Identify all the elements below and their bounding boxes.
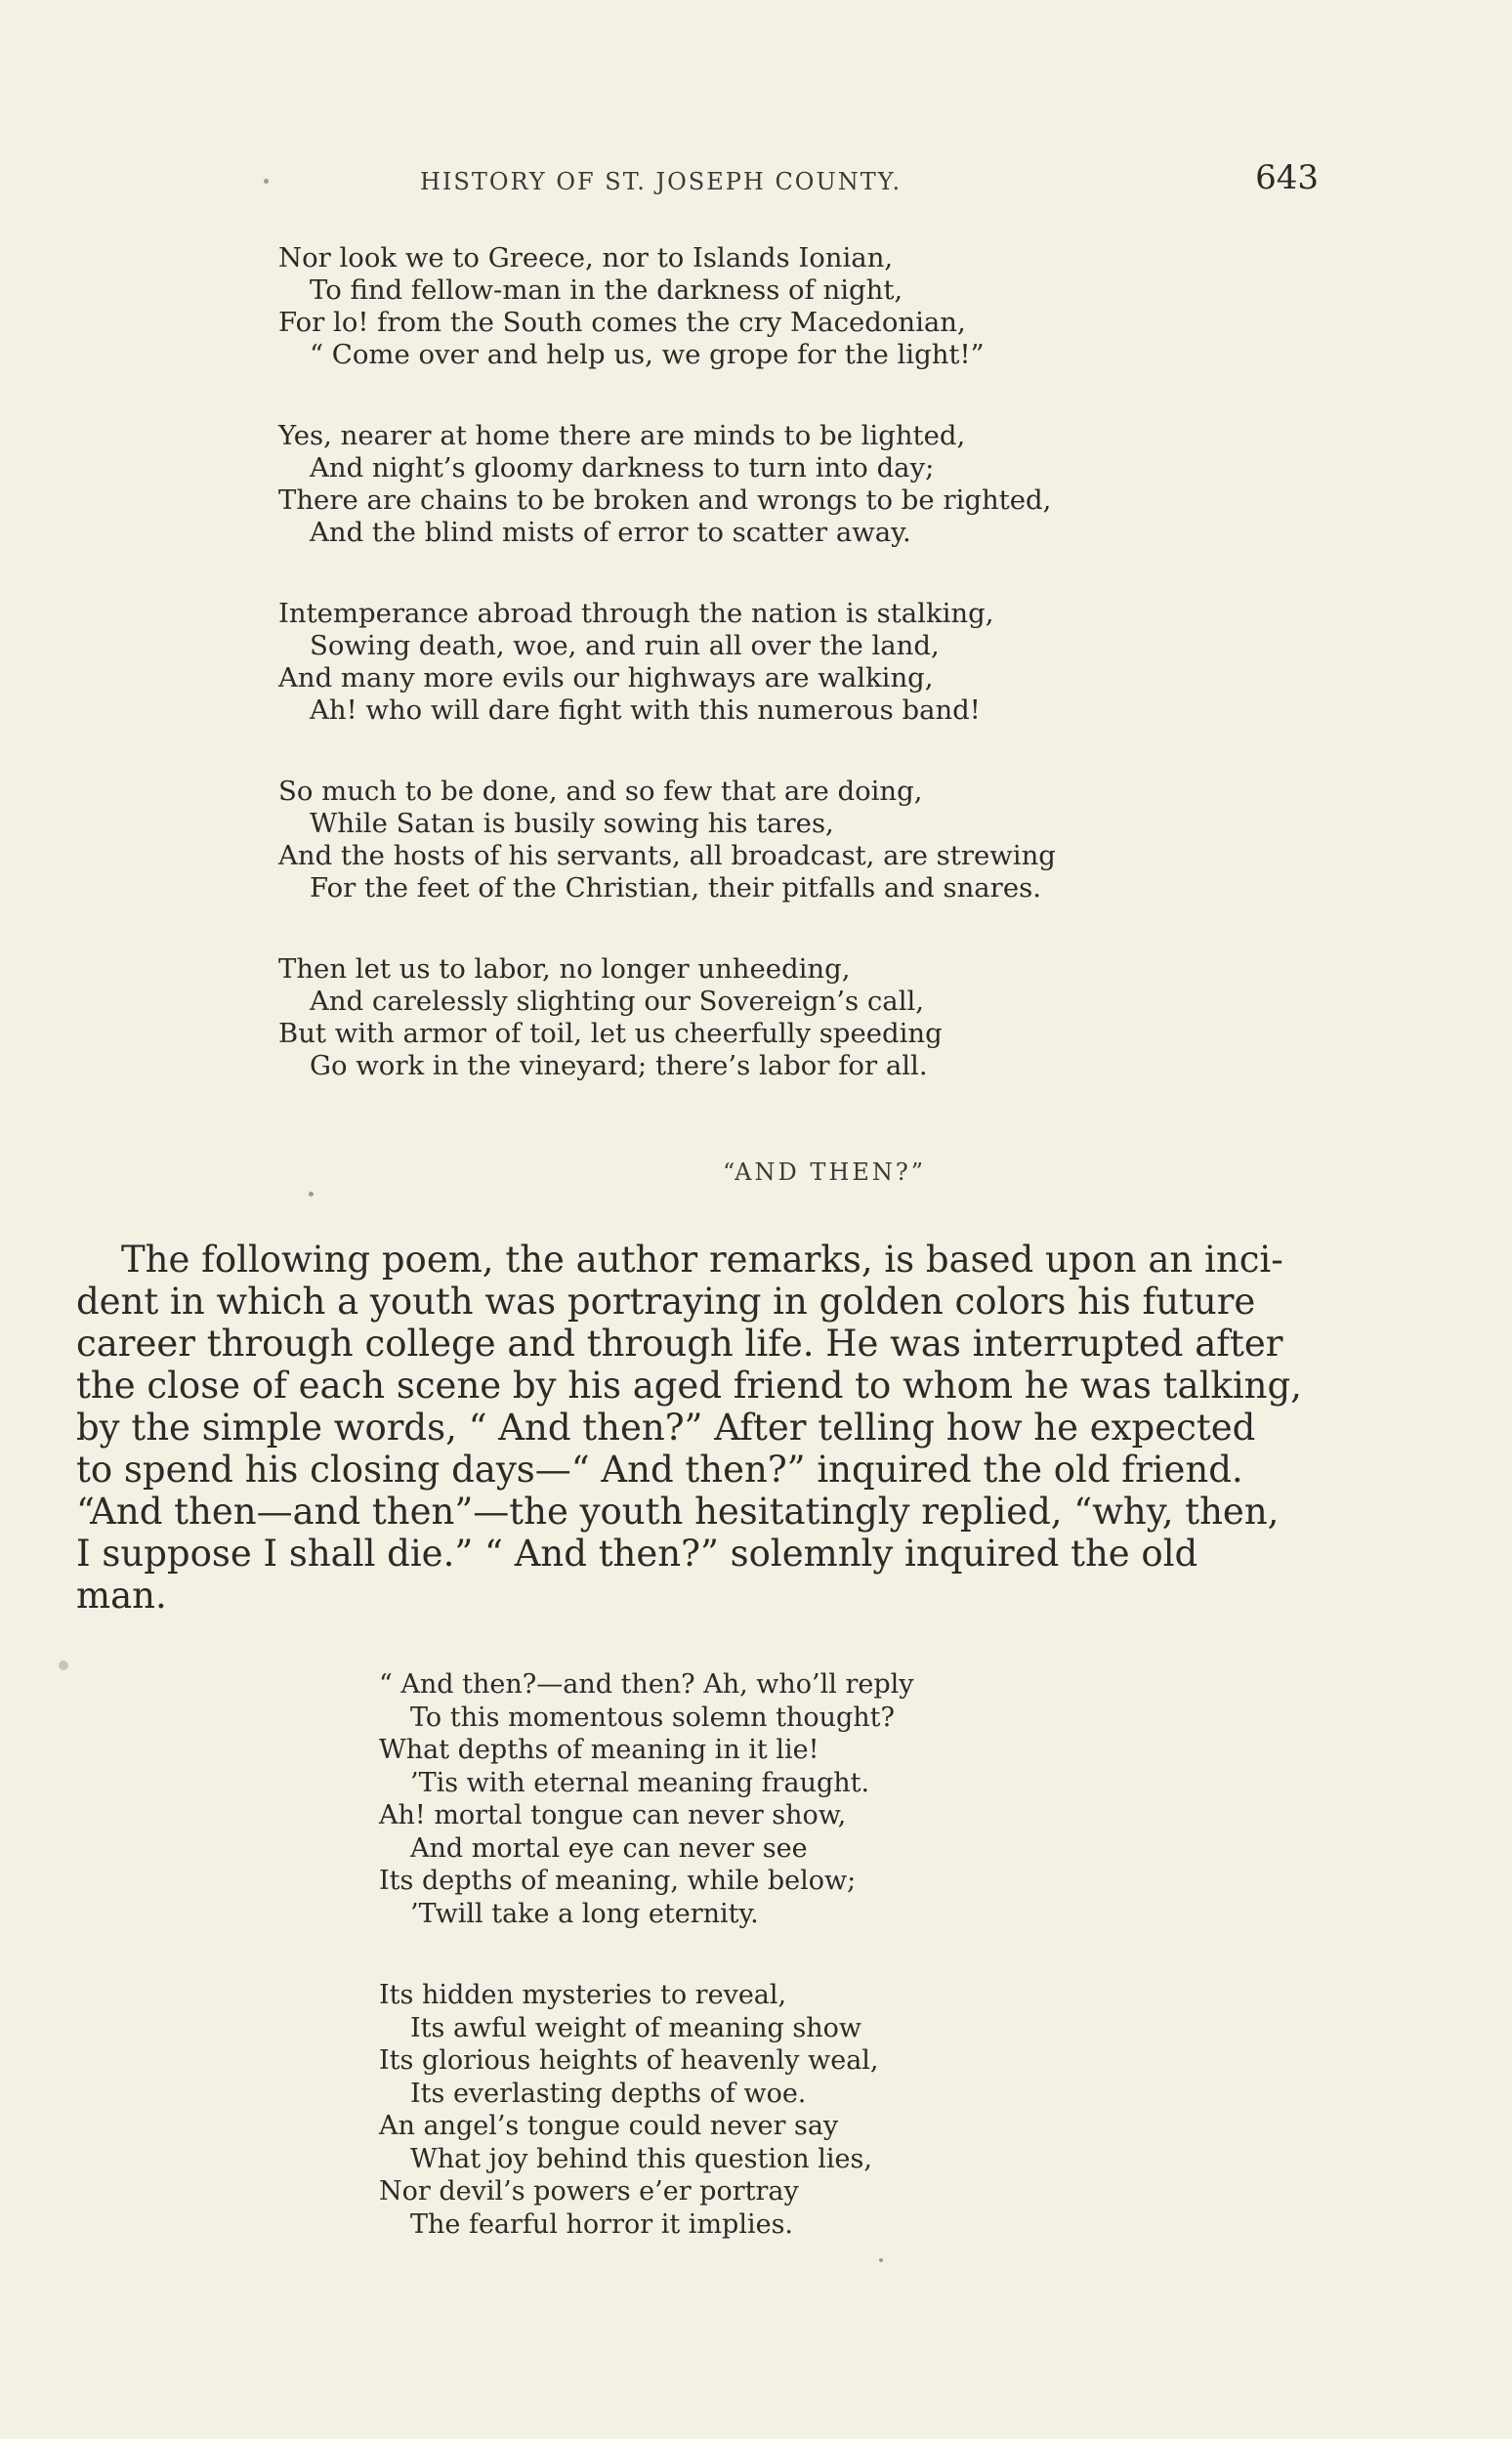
poem-line: And carelessly slighting our Sovereign’s call, [310, 986, 925, 1017]
running-title: HISTORY OF ST. JOSEPH COUNTY. [420, 168, 903, 195]
poem-line: Ah! mortal tongue can never show, [379, 1800, 847, 1830]
poem-line: And many more evils our highways are walking, [278, 662, 934, 694]
section-title: “AND THEN?” [723, 1158, 926, 1186]
poem-line: Then let us to labor, no longer unheeding, [278, 953, 851, 985]
paper-speck [59, 1661, 68, 1670]
prose-line: career through college and through life. He was interrupted after [76, 1323, 1283, 1365]
poem-one [278, 242, 1056, 1131]
poem-line: But with armor of toil, let us cheerfully speeding [278, 1018, 943, 1049]
poem-line: And the hosts of his servants, all broadcast, are strewing [278, 840, 1056, 871]
prose-paragraph [76, 1239, 1302, 1617]
prose-line: the close of each scene by his aged friend to whom he was talking, [76, 1365, 1302, 1407]
poem-line: And night’s gloomy darkness to turn into day; [310, 452, 935, 484]
paper-speck [264, 179, 269, 184]
paper-speck [309, 1192, 314, 1197]
poem-one-stanza-2 [278, 420, 1056, 549]
poem-line: There are chains to be broken and wrongs to be righted, [278, 484, 1052, 516]
poem-line: Its hidden mysteries to reveal, [379, 1980, 787, 2010]
prose-line: man. [76, 1575, 167, 1617]
prose-line: The following poem, the author remarks, is based upon an inci- [121, 1239, 1283, 1281]
page-header [420, 158, 1319, 201]
prose-line: “And then—and then”—the youth hesitatingly replied, “why, then, [76, 1491, 1280, 1533]
page-number: 643 [1255, 158, 1319, 197]
poem-line: The fearful horror it implies. [410, 2208, 794, 2240]
poem-line: Intemperance abroad through the nation is stalking, [278, 598, 994, 629]
poem-line: Ah! who will dare fight with this numerous band! [310, 694, 981, 726]
poem-line: What joy behind this question lies, [410, 2143, 872, 2174]
poem-one-stanza-1 [278, 242, 1056, 371]
poem-two-stanza-2 [379, 1979, 914, 2241]
poem-line: ’Tis with eternal meaning fraught. [410, 1767, 870, 1798]
prose-line: to spend his closing days—“ And then?” inquired the old friend. [76, 1449, 1243, 1491]
poem-line: To this momentous solemn thought? [410, 1702, 896, 1733]
prose-line: by the simple words, “ And then?” After telling how he expected [76, 1407, 1256, 1449]
poem-line: Its glorious heights of heavenly weal, [379, 2045, 879, 2076]
poem-line: And mortal eye can never see [410, 1832, 808, 1864]
poem-line: To find fellow-man in the darkness of night, [310, 274, 903, 306]
poem-one-stanza-5 [278, 953, 1056, 1082]
prose-line: dent in which a youth was portraying in golden colors his future [76, 1281, 1256, 1323]
poem-line: And the blind mists of error to scatter away. [310, 517, 911, 548]
poem-line: Go work in the vineyard; there’s labor for all. [310, 1050, 928, 1081]
poem-line: Sowing death, woe, and ruin all over the land, [310, 630, 940, 661]
poem-line: Its awful weight of meaning show [410, 2012, 861, 2043]
poem-line: While Satan is busily sowing his tares, [310, 808, 834, 839]
poem-line: What depths of meaning in it lie! [379, 1735, 819, 1765]
poem-line: For lo! from the South comes the cry Macedonian, [278, 307, 966, 338]
poem-line: Nor devil’s powers e’er portray [379, 2176, 799, 2207]
poem-line: So much to be done, and so few that are doing, [278, 776, 923, 807]
poem-two [379, 1668, 914, 2290]
poem-one-stanza-3 [278, 598, 1056, 727]
poem-line: An angel’s tongue could never say [379, 2111, 839, 2141]
poem-one-stanza-4 [278, 776, 1056, 904]
poem-line: Its everlasting depths of woe. [410, 2078, 807, 2109]
paper-speck [879, 2258, 883, 2262]
poem-line: For the feet of the Christian, their pitfalls and snares. [310, 872, 1041, 904]
poem-line: Nor look we to Greece, nor to Islands Ionian, [278, 242, 894, 273]
prose-line: I suppose I shall die.” “ And then?” solemnly inquired the old [76, 1533, 1198, 1575]
poem-line: “ And then?—and then? Ah, who’ll reply [379, 1669, 914, 1700]
poem-line: Its depths of meaning, while below; [379, 1866, 857, 1896]
poem-line: Yes, nearer at home there are minds to be lighted, [278, 420, 966, 451]
poem-line: ’Twill take a long eternity. [410, 1898, 759, 1929]
poem-line: “ Come over and help us, we grope for the light!” [310, 339, 985, 370]
poem-two-stanza-1 [379, 1668, 914, 1930]
